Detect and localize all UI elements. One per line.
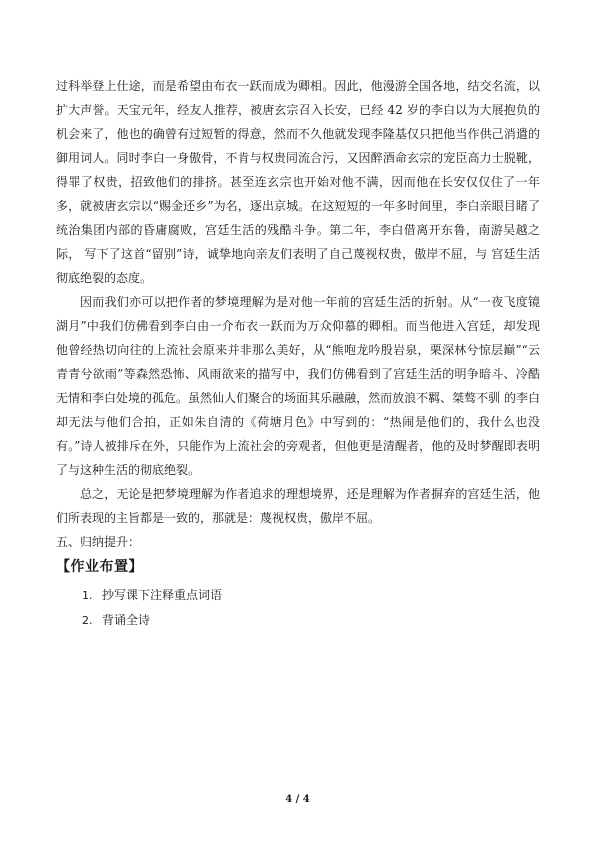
section-heading-summary: 五、归纳提升： xyxy=(56,535,141,549)
page-number: 4 / 4 xyxy=(285,794,310,805)
homework-item xyxy=(82,608,540,633)
document-content xyxy=(56,74,540,633)
homework-list xyxy=(56,583,540,633)
paragraph-li-bai-background: 过科举登上仕途，而是希望由布衣一跃而成为卿相。因此，他漫游全国各地，结交名流，以扩大声誉。天宝元年，经友人推荐，被唐玄宗召入长安，已经 42 岁的李白以为大展抱负的机会来了，他也的确曾有过短暂的得意，然而不久他就发现李隆基仅只把他当作供己消遣的御用词人。同时李白一身傲骨，不肯与权贵同流合污，又因醉酒命玄宗的宠臣高力士脱靴，得罪了权贵，招致他们的排挤。甚至连玄宗也开始对他不满，因而他在长安仅仅住了一年多，就被唐玄宗以“赐金还乡”为名，逐出京城。在这短短的一年多时间里，李白亲眼目睹了统治集团内部的昏庸腐败，宫廷生活的残酷斗争。第二年，李白借离开东鲁，南游吴越之际， 写下了这首“留别”诗，诚挚地向亲友们表明了自己蔑视权贵，傲岸不屈，与 宫廷生活彻底绝裂的态度。 xyxy=(56,79,540,285)
homework-item-text: 抄写课下注释重点词语 xyxy=(102,588,223,602)
homework-item-text: 背诵全诗 xyxy=(102,613,151,627)
paragraph-conclusion: 总之，无论是把梦境理解为作者追求的理想境界，还是理解为作者摒弃的宫廷生活，他们所表现的主旨都是一致的，那就是：蔑视权贵，傲岸不屈。 xyxy=(56,487,540,525)
homework-item-number: 2. xyxy=(82,614,93,627)
homework-item-number: 1. xyxy=(82,589,93,602)
homework-item xyxy=(82,583,540,608)
paragraph-dream-interpretation: 因而我们亦可以把作者的梦境理解为是对他一年前的宫廷生活的折射。从“一夜飞度镜湖月”中我们仿佛看到李白由一介布衣一跃而为万众仰慕的卿相。而当他进入宫廷，却发现他曾经热切向往的上流社会原来并非那么美好，从“熊咆龙吟殷岩泉，栗深林兮惊层巅”“云青青兮欲雨”等森然恐怖、风雨欲来的描写中，我们仿佛看到了宫廷生活的明争暗斗、冷酷无情和李白处境的孤危。虽然仙人们聚合的场面其乐融融，然而放浪不羁、桀骜不驯 的李白却无法与他们合拍，正如朱自清的《荷塘月色》中写到的：“热闹是他们的，我什么也没有。”诗人被排斥在外，只能作为上流社会的旁观者，但他更是清醒者，他的及时梦醒即表明了与这种生活的彻底绝裂。 xyxy=(56,295,540,477)
homework-title: 【作业布置】 xyxy=(56,559,143,575)
